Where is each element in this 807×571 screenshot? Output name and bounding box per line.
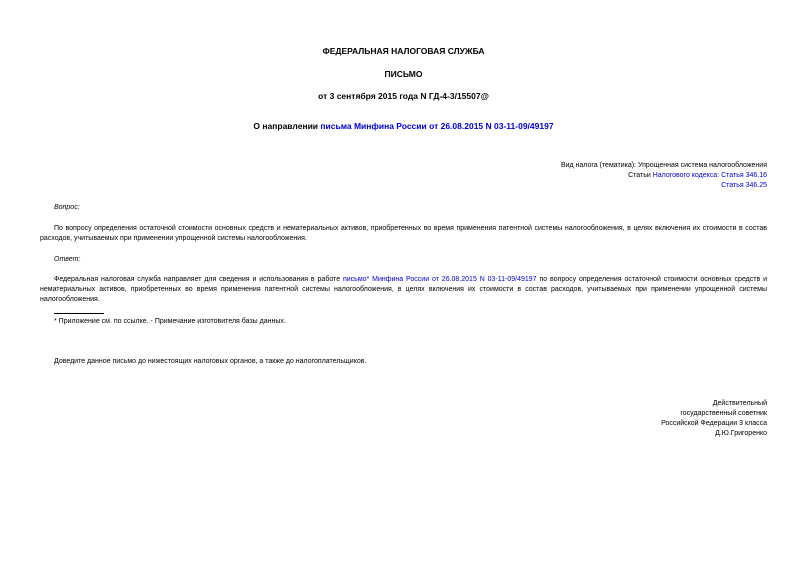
signature-line-3: Российской Федерации 3 класса bbox=[661, 420, 767, 427]
footnote: * Приложение см. по ссылке. - Примечание изготовителя базы данных. bbox=[54, 318, 286, 325]
question-label: Вопрос: bbox=[54, 204, 80, 211]
doc-date-number: от 3 сентября 2015 года N ГД-4-3/15507@ bbox=[318, 91, 489, 101]
answer-text-before: Федеральная налоговая служба направляет для сведения и использования в работе bbox=[54, 276, 343, 283]
answer-link[interactable]: письмо* Минфина России от 26.08.2015 N 03-11-09/49197 bbox=[342, 276, 537, 283]
signature-name: Д.Ю.Григоренко bbox=[715, 430, 767, 437]
articles-link-346-25[interactable] bbox=[721, 181, 767, 191]
subject-link[interactable]: письма Минфина России от 26.08.2015 N 03-11-09/49197 bbox=[320, 121, 554, 131]
closing-text: Доведите данное письмо до нижестоящих налоговых органов, а также до налогоплательщиков. bbox=[54, 358, 367, 365]
signature-line-2: государственный советник bbox=[680, 410, 767, 417]
subject-line bbox=[0, 121, 807, 131]
articles-link-346-16[interactable]: Налогового кодекса: Статья 346.16 bbox=[652, 172, 767, 179]
org-title: ФЕДЕРАЛЬНАЯ НАЛОГОВАЯ СЛУЖБА bbox=[322, 46, 485, 56]
answer-label: Ответ: bbox=[54, 256, 81, 263]
articles-line bbox=[628, 171, 767, 181]
subject-prefix: О направлении bbox=[253, 121, 321, 131]
answer-text bbox=[40, 275, 767, 305]
question-text: По вопросу определения остаточной стоимости основных средств и нематериальных активов, приобретенных во время применения патентной системы налогообложения, в целях включения их стоимости в состав расходов, учитываемых при применении упрощенной системы налогообложения. bbox=[40, 225, 767, 242]
answer-text-after: по вопросу определения остаточной стоимости основных средств и нематериальных активов, приобретенных во время применения патентной системы налогообложения, в целях включения их стоимости в состав расходов, учитываемых при применении упрощенной системы налогообложения. bbox=[40, 276, 767, 303]
footnote-divider bbox=[54, 313, 104, 314]
articles-link-346-25-text[interactable]: Статья 346.25 bbox=[721, 182, 767, 189]
articles-prefix: Статьи bbox=[628, 172, 653, 179]
signature-line-1: Действительный bbox=[712, 400, 767, 407]
doc-type: ПИСЬМО bbox=[384, 69, 423, 79]
tax-type: Вид налога (тематика): Упрощенная система налогообложения bbox=[560, 162, 767, 169]
